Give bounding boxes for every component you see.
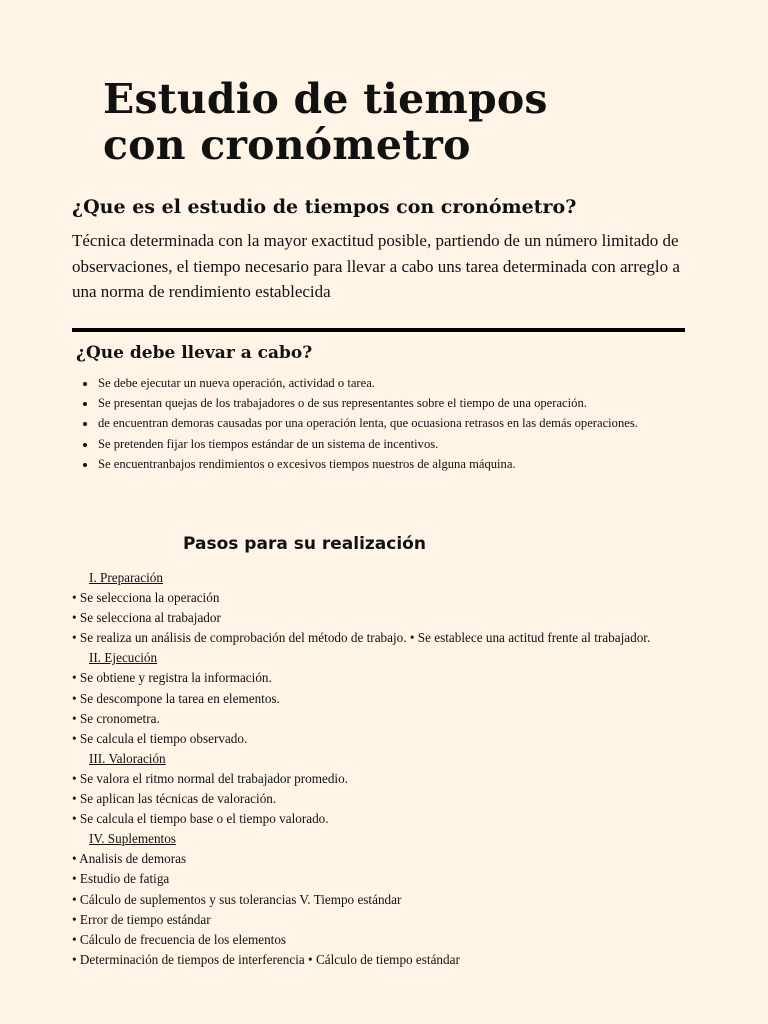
step-section-heading: III. Valoración [89, 750, 166, 766]
question-heading-when: ¿Que debe llevar a cabo? [76, 343, 313, 363]
step-item: • Se selecciona la operación [72, 590, 220, 606]
page-title-line-2: con cronómetro [103, 121, 471, 169]
page-title-line-1: Estudio de tiempos [103, 75, 548, 123]
list-item: • Se debe ejecutar un nueva operación, actividad o tarea. [97, 373, 697, 393]
page-title [103, 76, 548, 168]
step-item: • Estudio de fatiga [72, 871, 170, 887]
step-item: • Se aplican las técnicas de valoración. [72, 791, 277, 807]
section-divider [72, 328, 685, 332]
step-item: • Cálculo de suplementos y sus tolerancias V. Tiempo estándar [72, 891, 402, 907]
step-item: • Se realiza un análisis de comprobación del método de trabajo. • Se establece una actitud frente al trabajador. [72, 630, 651, 646]
step-section-heading: IV. Suplementos [89, 831, 176, 847]
step-item: • Se calcula el tiempo observado. [72, 730, 248, 746]
definition-paragraph: Técnica determinada con la mayor exactitud posible, partiendo de un número limitado de observaciones, el tiempo necesario para llevar a cabo uns tarea determinada con arreglo a una norma de rendimiento establecida [72, 231, 680, 301]
steps-list [72, 568, 762, 970]
list-item: • Se presentan quejas de los trabajadores o de sus representantes sobre el tiempo de una operación. [97, 393, 697, 413]
list-item: • Se pretenden fijar los tiempos estándar de un sistema de incentivos. [97, 434, 697, 454]
step-item: • Se obtiene y registra la información. [72, 670, 272, 686]
step-item: • Error de tiempo estándar [72, 911, 211, 927]
list-item: • de encuentran demoras causadas por una operación lenta, que ocuasiona retrasos en las demás operaciones. [97, 413, 697, 433]
step-item: • Se selecciona al trabajador [72, 610, 221, 626]
step-item: • Determinación de tiempos de interferencia • Cálculo de tiempo estándar [72, 951, 460, 967]
step-section-heading: II. Ejecución [89, 650, 158, 666]
question-heading-definition: ¿Que es el estudio de tiempos con cronómetro? [72, 196, 577, 218]
step-item: • Se calcula el tiempo base o el tiempo valorado. [72, 811, 329, 827]
step-item: • Cálculo de frecuencia de los elementos [72, 931, 287, 947]
list-item: • Se encuentranbajos rendimientos o excesivos tiempos nuestros de alguna máquina. [97, 454, 697, 474]
step-item: • Se descompone la tarea en elementos. [72, 690, 280, 706]
step-section-heading: I. Preparación [89, 570, 163, 585]
when-bullet-list [78, 373, 697, 474]
step-item: • Analisis de demoras [72, 851, 187, 867]
step-item: • Se cronometra. [72, 710, 160, 726]
steps-heading: Pasos para su realización [183, 534, 426, 554]
step-item: • Se valora el ritmo normal del trabajador promedio. [72, 770, 348, 786]
